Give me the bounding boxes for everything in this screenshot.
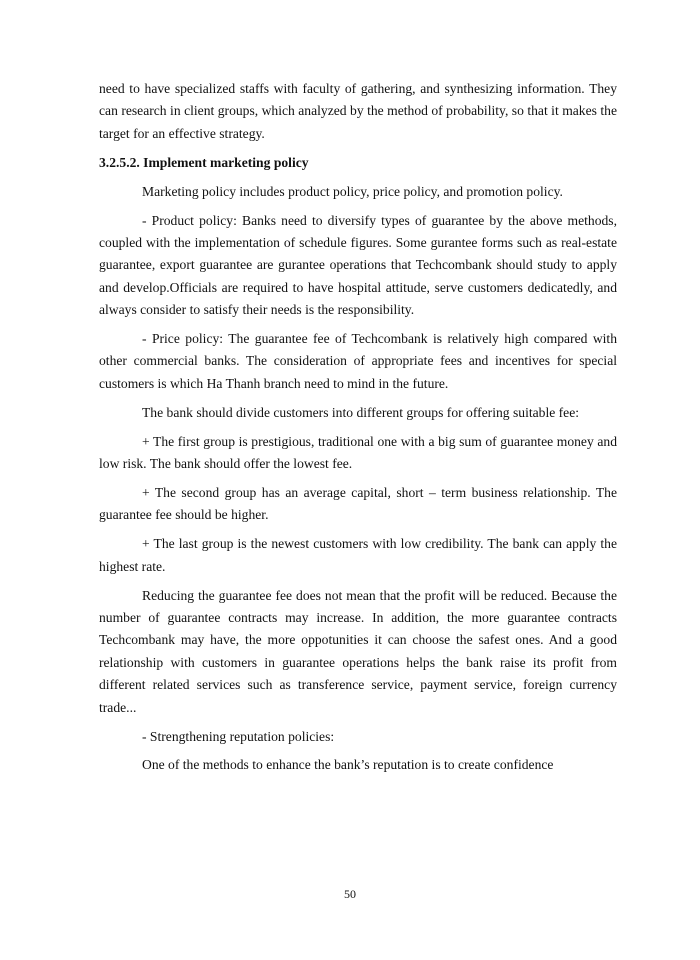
paragraph-customer-groups: The bank should divide customers into different groups for offering suitable fee: [142, 404, 580, 420]
paragraph-price-policy: - Price policy: The guarantee fee of Techcombank is relatively high compared with other commercial banks. The consideration of appropriate fees and incentives for special customers is which Ha Thanh branch need to mind in the future. [99, 331, 617, 391]
section-heading: 3.2.5.2. Implement marketing policy [99, 154, 309, 170]
paragraph-last-group: + The last group is the newest customers with low credibility. The bank can apply the highest rate. [99, 536, 617, 574]
paragraph-reducing-fee: Reducing the guarantee fee does not mean that the profit will be reduced. Because the number of guarantee contracts may increase. In addition, the more guarantee contracts Techcombank may have, the more oppotunities it can choose the safest ones. And a good relationship with customers in guarantee operations helps the bank raise its profit from different related services such as transference service, payment service, foreign currency trade... [99, 587, 617, 715]
paragraph-second-group: + The second group has an average capital, short – term business relationship. The guarantee fee should be higher. [99, 485, 617, 523]
paragraph-reputation-policies: - Strengthening reputation policies: [142, 728, 335, 744]
paragraph-first-group: + The first group is prestigious, traditional one with a big sum of guarantee money and low risk. The bank should offer the lowest fee. [99, 433, 617, 472]
paragraph-enhance-reputation: One of the methods to enhance the bank’s reputation is to create confidence [142, 757, 554, 773]
document-page [99, 78, 617, 783]
paragraph-product-policy: - Product policy: Banks need to diversify types of guarantee by the above methods, coupled with the implementation of schedule figures. Some gurantee forms such as real-estate guarantee, export guarantee are gurantee operations that Techcombank should study to apply and develop.Officials are required to have hospital attitude, serve customers dedicatedly, and always consider to satisfy their needs is the responsibility. [99, 212, 617, 318]
paragraph-marketing-policy: Marketing policy includes product policy, price policy, and promotion policy. [142, 183, 563, 199]
page-number: 50 [344, 887, 356, 901]
paragraph-intro: need to have specialized staffs with faculty of gathering, and synthesizing information. They can research in client groups, which analyzed by the method of probability, so that it makes the target for an effective strategy. [99, 81, 617, 141]
